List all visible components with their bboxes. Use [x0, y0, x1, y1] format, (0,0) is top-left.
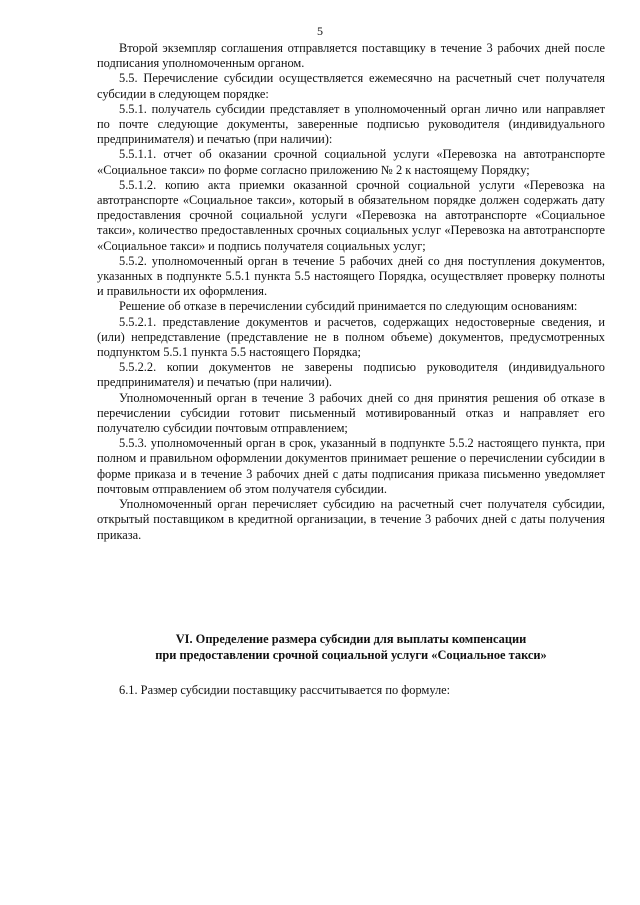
page-number: 5 — [317, 24, 323, 38]
formula-intro: 6.1. Размер субсидии поставщику рассчитывается по формуле: — [119, 683, 451, 697]
section-heading-line: при предоставлении срочной социальной услуги «Социальное такси» — [155, 647, 547, 662]
paragraph: 5.5.1. получатель субсидии представляет в уполномоченный орган лично или направляет по почте следующие документы, заверенные подписью руководителя (индивидуального предпринимателя) и печатью (при наличии): — [97, 101, 605, 147]
paragraph: Уполномоченный орган в течение 3 рабочих дней со дня принятия решения об отказе в перечислении субсидии готовит письменный мотивированный отказ и направляет его получателю субсидии почтовым отправлением; — [97, 390, 605, 436]
paragraph: Уполномоченный орган перечисляет субсидию на расчетный счет получателя субсидии, открытый поставщиком в кредитной организации, в течение 3 рабочих дней с даты получения приказа. — [97, 497, 605, 542]
document-body — [97, 41, 605, 543]
paragraph: 5.5.2.1. представление документов и расчетов, содержащих недостоверные сведения, и (или) непредставление (представление не в полном объеме) документов, предусмотренных подпунктом 5.5.1 пункта 5.5 настоящего Порядка; — [97, 314, 605, 360]
paragraph: Второй экземпляр соглашения отправляется поставщику в течение 3 рабочих дней после подписания уполномоченным органом. — [97, 41, 605, 71]
paragraph: Решение об отказе в перечислении субсидий принимается по следующим основаниям: — [119, 299, 578, 314]
paragraph: 5.5.2. уполномоченный орган в течение 5 рабочих дней со дня поступления документов, указанных в подпункте 5.5.1 пункта 5.5 настоящего Порядка, осуществляет проверку полноты и правильности их оформления. — [97, 253, 605, 299]
paragraph: 5.5. Перечисление субсидии осуществляется ежемесячно на расчетный счет получателя субсидии в следующем порядке: — [97, 71, 605, 101]
paragraph: 5.5.2.2. копии документов не заверены подписью руководителя (индивидуального предпринимателя) и печатью (при наличии). — [97, 360, 605, 390]
section-heading — [97, 632, 605, 664]
paragraph: 5.5.1.1. отчет об оказании срочной социальной услуги «Перевозка на автотранспорте «Социальное такси» по форме согласно приложению № 2 к настоящему Порядку; — [97, 147, 605, 177]
section-heading-line: VI. Определение размера субсидии для выплаты компенсации — [175, 632, 527, 646]
paragraph: 5.5.3. уполномоченный орган в срок, указанный в подпункте 5.5.2 настоящего пункта, при полном и правильном оформлении документов принимает решение о перечислении субсидии в форме приказа и в течение 3 рабочих дней с даты подписания приказа письменно уведомляет почтовым отправлением об этом получателя субсидии. — [97, 436, 605, 496]
paragraph: 5.5.1.2. копию акта приемки оказанной срочной социальной услуги «Перевозка на автотранспорте «Социальное такси», который в обязательном порядке должен содержать дату предоставления срочной социальной услуги «Перевозка на автотранспорте «Социальное такси», количество предоставленных срочных социальных услуг «Перевозка на автотранспорте «Социальное такси» и подпись получателя социальных услуг; — [97, 177, 605, 253]
